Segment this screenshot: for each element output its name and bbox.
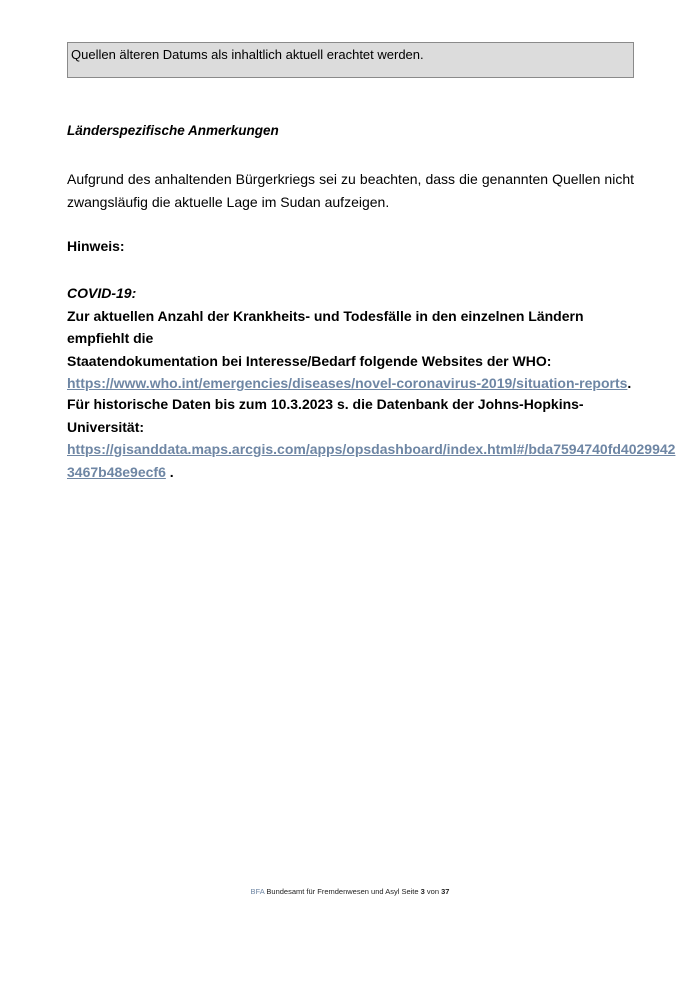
who-link-suffix: . [627,375,632,391]
note-box-text: Quellen älteren Datums als inhaltlich aktuell erachtet werden. [71,47,424,62]
who-link-line [67,372,634,395]
footer-org: Bundesamt für Fremdenwesen und Asyl Seite [264,887,421,896]
section-heading: Länderspezifische Anmerkungen [67,123,279,138]
jhu-link-continued[interactable]: 3467b48e9ecf6 [67,463,166,480]
note-box [67,42,634,78]
section-paragraph: Aufgrund des anhaltenden Bürgerkriegs sei zu beachten, dass die genannten Quellen nicht zwangsläufig die aktuelle Lage im Sudan aufzeigen. [67,171,634,210]
footer-page-number: 3 [420,887,425,896]
jhu-link[interactable] [67,438,676,461]
jhu-link-part-1: https://gisanddata.maps.arcgis.com/apps/opsdashboard/index.html#/bda7594740fd4029942 [67,441,676,457]
page-footer [0,887,700,896]
covid-line-1: Zur aktuellen Anzahl der Krankheits- und Todesfälle in den einzelnen Ländern empfiehlt die [67,307,584,346]
footer-total-pages: 37 [441,887,450,896]
covid-block [67,282,634,395]
covid-line-2: Staatendokumentation bei Interesse/Bedarf folgende Websites der WHO: [67,352,552,369]
covid-title: COVID-19: [67,285,137,301]
hinweis-label: Hinweis: [67,238,125,254]
historic-block [67,393,676,483]
footer-brand: BFA [250,887,265,896]
footer-of: von [424,887,442,896]
historic-text: Für historische Daten bis zum 10.3.2023 s. die Datenbank der Johns-Hopkins-Universität: [67,396,584,435]
jhu-link-line-2 [67,461,634,484]
jhu-link-suffix: . [165,463,174,480]
who-link[interactable]: https://www.who.int/emergencies/diseases/novel-coronavirus-2019/situation-reports [67,375,628,391]
